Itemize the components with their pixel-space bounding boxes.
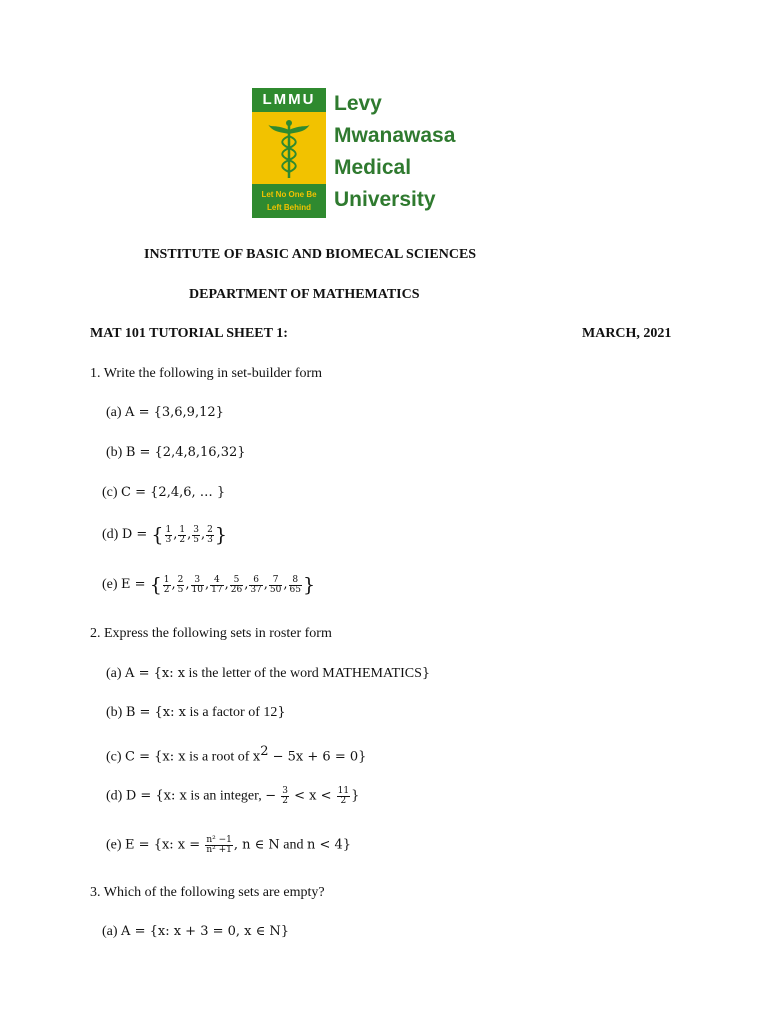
- q1e-fraction-den: 26: [230, 584, 243, 595]
- q1e-comma: ,: [244, 577, 249, 593]
- q1a-math: A = {3,6,9,12}: [125, 405, 224, 420]
- q1e-item: [102, 574, 315, 596]
- q1e-open-brace: {: [149, 574, 162, 596]
- q1d-item: [102, 524, 227, 546]
- q1e-fraction-den: 65: [289, 584, 301, 595]
- q1a-item: [106, 405, 224, 421]
- q2c-label: (c): [106, 749, 122, 765]
- q1e-fraction-num: 2: [177, 574, 184, 585]
- q2d-fraction-2-den: 2: [340, 796, 347, 806]
- q1e-fraction-den: 17: [211, 584, 223, 595]
- q2a-math1: A = {x: x: [125, 666, 186, 681]
- q2a-item: [106, 666, 430, 682]
- q2c-math2: x: [252, 749, 261, 765]
- q1e-fraction-den: 50: [269, 584, 282, 595]
- q2d-math1: D = {x: x: [125, 788, 187, 804]
- q1e-comma: ,: [283, 577, 288, 593]
- q1d-fraction-num: 1: [165, 524, 172, 535]
- q1b-label: (b): [106, 445, 123, 460]
- q1b-math: B = {2,4,8,16,32}: [125, 445, 246, 460]
- logo-motto-line1: Let No One Be: [261, 190, 317, 199]
- q1e-fraction-num: 5: [230, 576, 243, 586]
- q1e-label: (e): [102, 577, 118, 593]
- sheet-date: MARCH, 2021: [582, 326, 672, 341]
- q1e-fraction-den: 2: [163, 584, 170, 595]
- q2b-label: (b): [106, 705, 123, 720]
- q3-title: 3. Which of the following sets are empty?: [90, 885, 325, 900]
- q2c-text: is a root of: [185, 749, 253, 765]
- q1d-comma: ,: [201, 527, 206, 543]
- q1b-item: [106, 445, 246, 461]
- logo-name-line4: University: [334, 188, 436, 211]
- q2d-math3: < x <: [290, 788, 336, 804]
- logo-name-line3: Medical: [334, 156, 412, 179]
- q1e-comma: ,: [171, 577, 176, 593]
- q2b-item: [106, 705, 286, 721]
- q1d-fraction: [206, 526, 214, 545]
- q1e-fraction: [230, 576, 243, 595]
- q1d-prefix: D =: [121, 527, 152, 543]
- q1e-fraction: [289, 576, 302, 595]
- q2d-math2: −: [265, 788, 281, 804]
- logo-motto-line2: Left Behind: [267, 203, 311, 212]
- q1e-comma: ,: [224, 577, 229, 593]
- q2d-item: [106, 787, 359, 806]
- q1d-label: (d): [102, 527, 119, 543]
- q2d-fraction-1-num: 3: [282, 786, 288, 796]
- q2b-text: is a factor of 12: [186, 705, 278, 720]
- q2c-item: [106, 744, 366, 766]
- q1e-comma: ,: [205, 577, 210, 593]
- q1e-fraction-den: 37: [250, 584, 262, 595]
- q1e-fraction-num: 3: [191, 576, 204, 586]
- q2c-math3: − 5x + 6 = 0}: [268, 749, 367, 765]
- q1d-comma: ,: [187, 527, 192, 543]
- q2d-label: (d): [106, 788, 123, 804]
- q1d-fraction-den: 3: [207, 534, 213, 545]
- q1d-comma: ,: [173, 527, 178, 543]
- q2e-math2: , n ∈ N: [233, 837, 280, 853]
- q3a-math: A = {x: x + 3 = 0, x ∈ N}: [121, 924, 290, 939]
- q1d-close-brace: }: [214, 524, 227, 546]
- q1e-fraction: [163, 576, 171, 595]
- q2e-fraction-den: n² +1: [206, 845, 232, 855]
- logo-name-line1: Levy: [334, 92, 382, 115]
- logo-name-line2: Mwanawasa: [334, 124, 456, 147]
- q2e-math1: E = {x: x =: [125, 837, 205, 853]
- q2d-fraction-1-den: 2: [282, 796, 288, 806]
- q1d-fraction-num: 2: [207, 524, 213, 535]
- q1d-fraction: [192, 526, 200, 545]
- q1e-fraction: [269, 576, 282, 595]
- university-logo: [252, 88, 456, 218]
- q1c-math: C = {2,4,6, … }: [121, 485, 226, 500]
- q2a-text: is the letter of the word MATHEMATICS: [185, 666, 422, 681]
- q1e-prefix: E =: [121, 577, 150, 593]
- q2d-fraction-2-num: 11: [337, 786, 350, 796]
- q3a-label: (a): [102, 924, 118, 939]
- q1e-comma: ,: [263, 577, 268, 593]
- q2d-fraction-2: [337, 787, 350, 806]
- logo-abbr: LMMU: [252, 88, 326, 112]
- q1d-fraction-list: [164, 524, 215, 545]
- q1e-fraction-den: 10: [191, 584, 203, 595]
- logo-emblem: [252, 88, 326, 218]
- q1d-fraction-den: 5: [193, 534, 199, 545]
- q2c-math1: C = {x: x: [125, 749, 186, 765]
- q2-title: 2. Express the following sets in roster form: [90, 626, 332, 641]
- q1e-fraction-num: 4: [210, 576, 223, 586]
- q1e-fraction: [177, 576, 185, 595]
- q1e-fraction: [249, 576, 262, 595]
- q1d-fraction: [165, 526, 173, 545]
- q3a-item: [102, 924, 289, 940]
- q1e-fraction-num: 6: [249, 576, 262, 586]
- q1e-close-brace: }: [302, 574, 316, 596]
- logo-motto: [252, 184, 326, 218]
- q1e-fraction-num: 8: [289, 576, 302, 586]
- q1d-fraction: [178, 526, 186, 545]
- q1d-open-brace: {: [151, 524, 164, 546]
- q2b-math2: }: [277, 705, 286, 720]
- department-heading: DEPARTMENT OF MATHEMATICS: [189, 287, 420, 302]
- q2e-item: [106, 836, 351, 855]
- q1d-fraction-den: 3: [165, 534, 172, 545]
- q1d-fraction-den: 2: [179, 534, 186, 545]
- q1e-fraction-num: 7: [269, 576, 282, 586]
- q1e-fraction-den: 5: [177, 584, 184, 595]
- caduceus-icon: [266, 118, 312, 180]
- q1e-fraction: [210, 576, 223, 595]
- q1d-fraction-num: 1: [179, 524, 186, 535]
- q2e-fraction-num: n² −1: [206, 835, 232, 845]
- q2a-label: (a): [106, 666, 122, 681]
- q1e-fraction-list: [162, 574, 303, 595]
- q2a-math2: }: [421, 666, 431, 681]
- q2e-text: and: [279, 837, 307, 853]
- q2e-fraction: [205, 836, 233, 855]
- q2c-exponent: 2: [260, 744, 269, 759]
- q1c-item: [102, 485, 225, 501]
- q2d-text: is an integer,: [186, 788, 266, 804]
- q2d-fraction-1: [281, 787, 289, 806]
- logo-university-name: [334, 88, 455, 216]
- q1c-label: (c): [102, 485, 118, 500]
- q2e-label: (e): [106, 837, 122, 853]
- sheet-title: MAT 101 TUTORIAL SHEET 1:: [90, 326, 288, 341]
- institute-heading: INSTITUTE OF BASIC AND BIOMECAL SCIENCES: [144, 247, 477, 262]
- q1a-label: (a): [106, 405, 122, 420]
- q1-title: 1. Write the following in set-builder form: [90, 366, 323, 381]
- q1e-fraction: [191, 576, 204, 595]
- q1d-fraction-num: 3: [193, 524, 199, 535]
- q2b-math1: B = {x: x: [125, 705, 186, 720]
- q1e-comma: ,: [185, 577, 190, 593]
- q2d-math4: }: [351, 788, 360, 804]
- q1e-fraction-num: 1: [163, 574, 170, 585]
- q2e-math3: n < 4}: [306, 837, 352, 853]
